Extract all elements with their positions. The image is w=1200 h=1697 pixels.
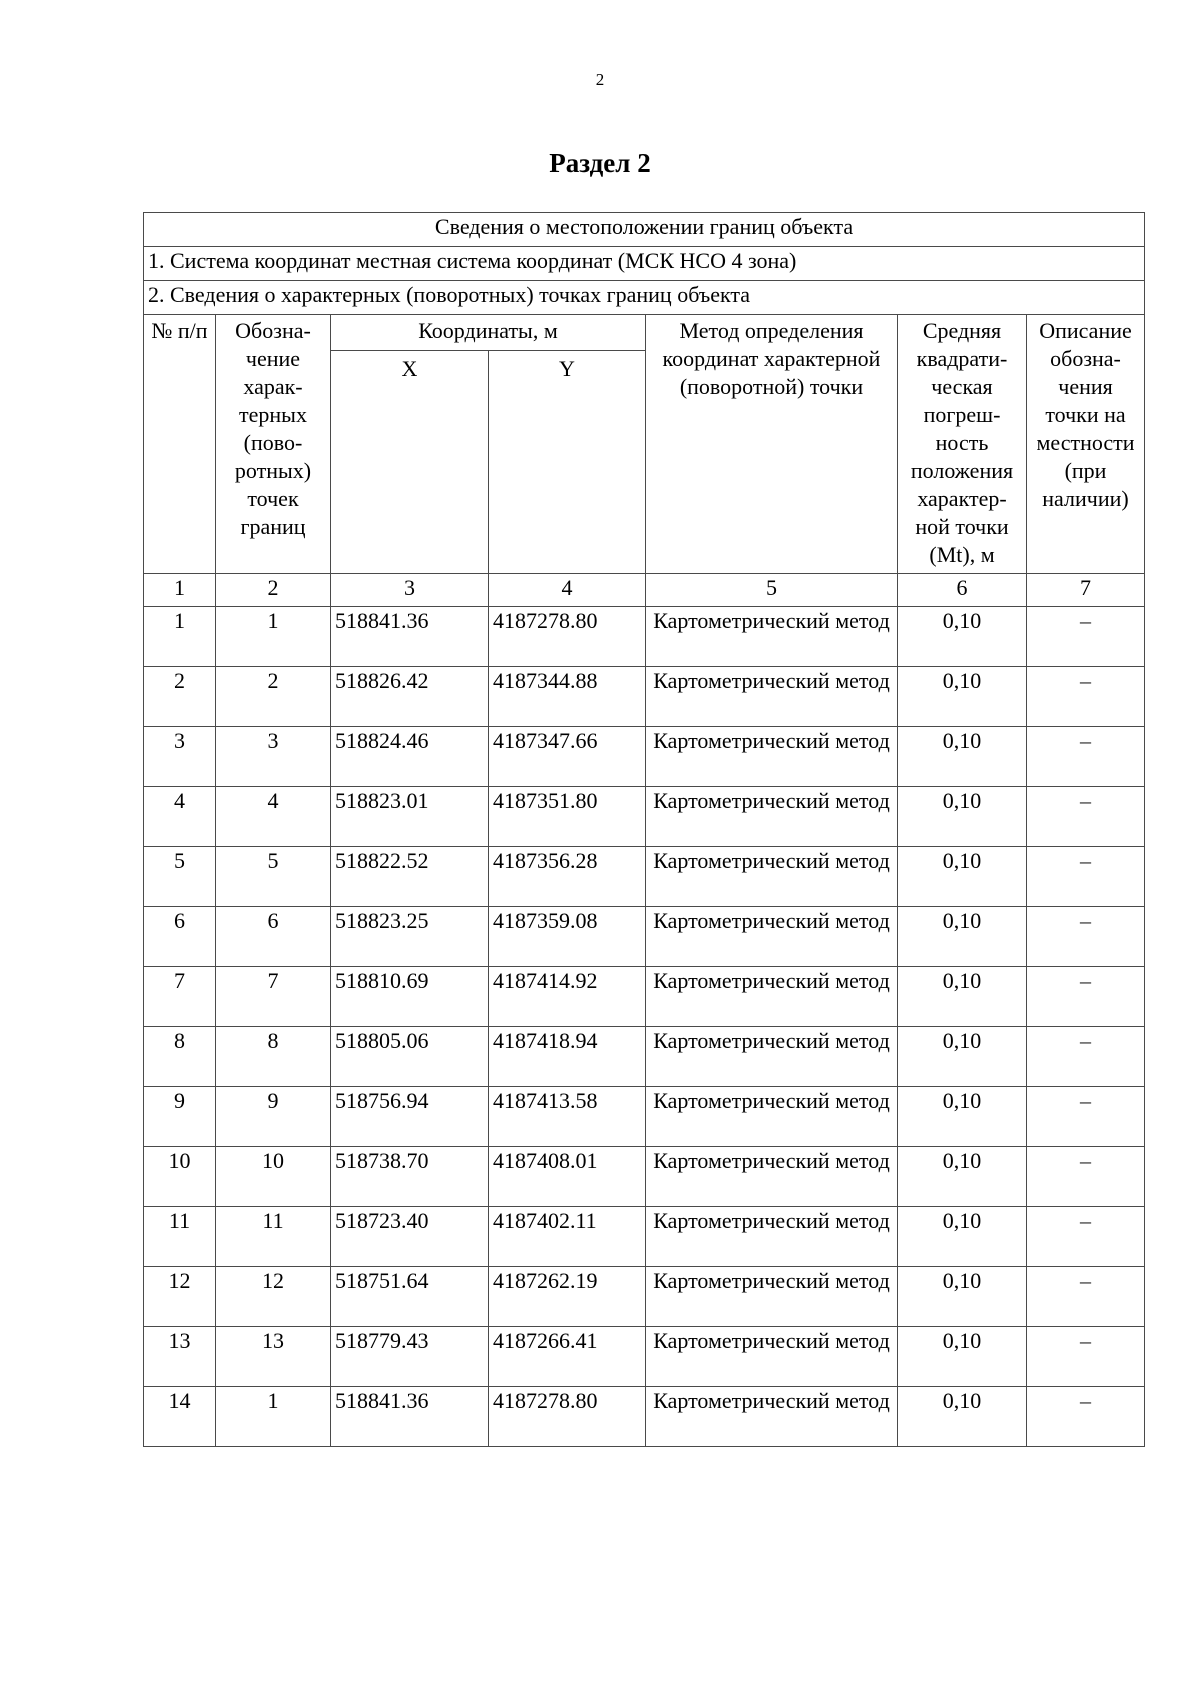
cell-x: 518841.36: [331, 607, 489, 667]
cell-method: Картометрический метод: [646, 727, 898, 787]
cell-method: Картометрический метод: [646, 967, 898, 1027]
cell-description: –: [1027, 1327, 1145, 1387]
cell-description: –: [1027, 787, 1145, 847]
cell-point-designation: 12: [216, 1267, 331, 1327]
cell-x: 518723.40: [331, 1207, 489, 1267]
cell-point-designation: 11: [216, 1207, 331, 1267]
table-row: [144, 607, 1145, 667]
cell-row-number: 14: [144, 1387, 216, 1447]
cell-point-designation: 5: [216, 847, 331, 907]
cell-method: Картометрический метод: [646, 1147, 898, 1207]
cell-y: 4187278.80: [489, 607, 646, 667]
cell-method: Картометрический метод: [646, 787, 898, 847]
cell-row-number: 8: [144, 1027, 216, 1087]
cell-row-number: 9: [144, 1087, 216, 1147]
cell-point-designation: 1: [216, 607, 331, 667]
cell-description: –: [1027, 727, 1145, 787]
cell-row-number: 3: [144, 727, 216, 787]
header-method: Метод определения координат характерной (поворотной) точки: [646, 315, 898, 574]
cell-method: Картометрический метод: [646, 847, 898, 907]
cell-x: 518810.69: [331, 967, 489, 1027]
table-row: [144, 667, 1145, 727]
cell-description: –: [1027, 607, 1145, 667]
cell-error: 0,10: [898, 727, 1027, 787]
cell-point-designation: 2: [216, 667, 331, 727]
cell-description: –: [1027, 1387, 1145, 1447]
cell-error: 0,10: [898, 1147, 1027, 1207]
coordinate-system: 1. Система координат местная система координат (МСК НСО 4 зона): [144, 247, 1145, 281]
cell-error: 0,10: [898, 1327, 1027, 1387]
table-row: [144, 847, 1145, 907]
table-row: [144, 727, 1145, 787]
cell-y: 4187278.80: [489, 1387, 646, 1447]
cell-row-number: 4: [144, 787, 216, 847]
cell-error: 0,10: [898, 1027, 1027, 1087]
cell-description: –: [1027, 1147, 1145, 1207]
cell-error: 0,10: [898, 907, 1027, 967]
cell-error: 0,10: [898, 607, 1027, 667]
cell-description: –: [1027, 1207, 1145, 1267]
cell-method: Картометрический метод: [646, 667, 898, 727]
cell-error: 0,10: [898, 787, 1027, 847]
cell-row-number: 5: [144, 847, 216, 907]
points-info: 2. Сведения о характерных (поворотных) точках границ объекта: [144, 281, 1145, 315]
cell-point-designation: 4: [216, 787, 331, 847]
cell-point-designation: 1: [216, 1387, 331, 1447]
cell-x: 518826.42: [331, 667, 489, 727]
cell-error: 0,10: [898, 1387, 1027, 1447]
header-designation: Обозна-чение харак-терных (пово-ротных) точек границ: [216, 315, 331, 574]
table-title: Сведения о местоположении границ объекта: [144, 213, 1145, 247]
column-number: 4: [489, 574, 646, 607]
table-row: [144, 1327, 1145, 1387]
cell-y: 4187402.11: [489, 1207, 646, 1267]
cell-x: 518823.25: [331, 907, 489, 967]
table-row: [144, 1387, 1145, 1447]
cell-row-number: 1: [144, 607, 216, 667]
cell-row-number: 7: [144, 967, 216, 1027]
page-number: 2: [595, 70, 605, 89]
cell-method: Картометрический метод: [646, 1327, 898, 1387]
cell-point-designation: 9: [216, 1087, 331, 1147]
column-numbers-row: [144, 574, 1145, 607]
cell-error: 0,10: [898, 847, 1027, 907]
cell-x: 518805.06: [331, 1027, 489, 1087]
cell-y: 4187344.88: [489, 667, 646, 727]
header-description: Описание обозна-чения точки на местности (при наличии): [1027, 315, 1145, 574]
cell-error: 0,10: [898, 1087, 1027, 1147]
cell-description: –: [1027, 1027, 1145, 1087]
cell-x: 518841.36: [331, 1387, 489, 1447]
column-number: 5: [646, 574, 898, 607]
cell-method: Картометрический метод: [646, 1387, 898, 1447]
cell-method: Картометрический метод: [646, 907, 898, 967]
cell-description: –: [1027, 847, 1145, 907]
cell-row-number: 12: [144, 1267, 216, 1327]
cell-y: 4187414.92: [489, 967, 646, 1027]
cell-row-number: 13: [144, 1327, 216, 1387]
cell-method: Картометрический метод: [646, 607, 898, 667]
cell-x: 518822.52: [331, 847, 489, 907]
cell-point-designation: 8: [216, 1027, 331, 1087]
table-row: [144, 1027, 1145, 1087]
table-row: [144, 967, 1145, 1027]
cell-y: 4187356.28: [489, 847, 646, 907]
cell-x: 518751.64: [331, 1267, 489, 1327]
cell-error: 0,10: [898, 1207, 1027, 1267]
cell-point-designation: 10: [216, 1147, 331, 1207]
cell-point-designation: 6: [216, 907, 331, 967]
points-info-row: [144, 281, 1145, 315]
cell-point-designation: 7: [216, 967, 331, 1027]
cell-description: –: [1027, 967, 1145, 1027]
cell-row-number: 10: [144, 1147, 216, 1207]
cell-y: 4187418.94: [489, 1027, 646, 1087]
header-error: Средняя квадрати-ческая погреш-ность положения характер-ной точки (Mt), м: [898, 315, 1027, 574]
cell-x: 518823.01: [331, 787, 489, 847]
column-number: 6: [898, 574, 1027, 607]
section-title: Раздел 2: [549, 148, 651, 178]
table-title-row: [144, 213, 1145, 247]
cell-x: 518824.46: [331, 727, 489, 787]
cell-description: –: [1027, 667, 1145, 727]
cell-description: –: [1027, 907, 1145, 967]
cell-error: 0,10: [898, 1267, 1027, 1327]
table-row: [144, 1267, 1145, 1327]
boundary-points-table: [143, 212, 1145, 1447]
cell-method: Картометрический метод: [646, 1027, 898, 1087]
cell-y: 4187266.41: [489, 1327, 646, 1387]
cell-x: 518738.70: [331, 1147, 489, 1207]
cell-x: 518756.94: [331, 1087, 489, 1147]
cell-error: 0,10: [898, 967, 1027, 1027]
cell-method: Картометрический метод: [646, 1267, 898, 1327]
column-number: 7: [1027, 574, 1145, 607]
cell-row-number: 6: [144, 907, 216, 967]
header-row: [144, 315, 1145, 351]
cell-y: 4187359.08: [489, 907, 646, 967]
column-number: 3: [331, 574, 489, 607]
header-x: X: [331, 351, 489, 574]
header-y: Y: [489, 351, 646, 574]
cell-y: 4187262.19: [489, 1267, 646, 1327]
cell-error: 0,10: [898, 667, 1027, 727]
header-coords: Координаты, м: [331, 315, 646, 351]
coordinate-system-row: [144, 247, 1145, 281]
cell-method: Картометрический метод: [646, 1207, 898, 1267]
cell-y: 4187347.66: [489, 727, 646, 787]
header-num: № п/п: [144, 315, 216, 574]
cell-description: –: [1027, 1267, 1145, 1327]
column-number: 2: [216, 574, 331, 607]
cell-row-number: 11: [144, 1207, 216, 1267]
table-row: [144, 1207, 1145, 1267]
table-row: [144, 787, 1145, 847]
table-row: [144, 907, 1145, 967]
table-row: [144, 1087, 1145, 1147]
cell-description: –: [1027, 1087, 1145, 1147]
cell-row-number: 2: [144, 667, 216, 727]
cell-y: 4187351.80: [489, 787, 646, 847]
cell-x: 518779.43: [331, 1327, 489, 1387]
cell-y: 4187408.01: [489, 1147, 646, 1207]
cell-point-designation: 13: [216, 1327, 331, 1387]
cell-point-designation: 3: [216, 727, 331, 787]
cell-method: Картометрический метод: [646, 1087, 898, 1147]
cell-y: 4187413.58: [489, 1087, 646, 1147]
table-row: [144, 1147, 1145, 1207]
column-number: 1: [144, 574, 216, 607]
